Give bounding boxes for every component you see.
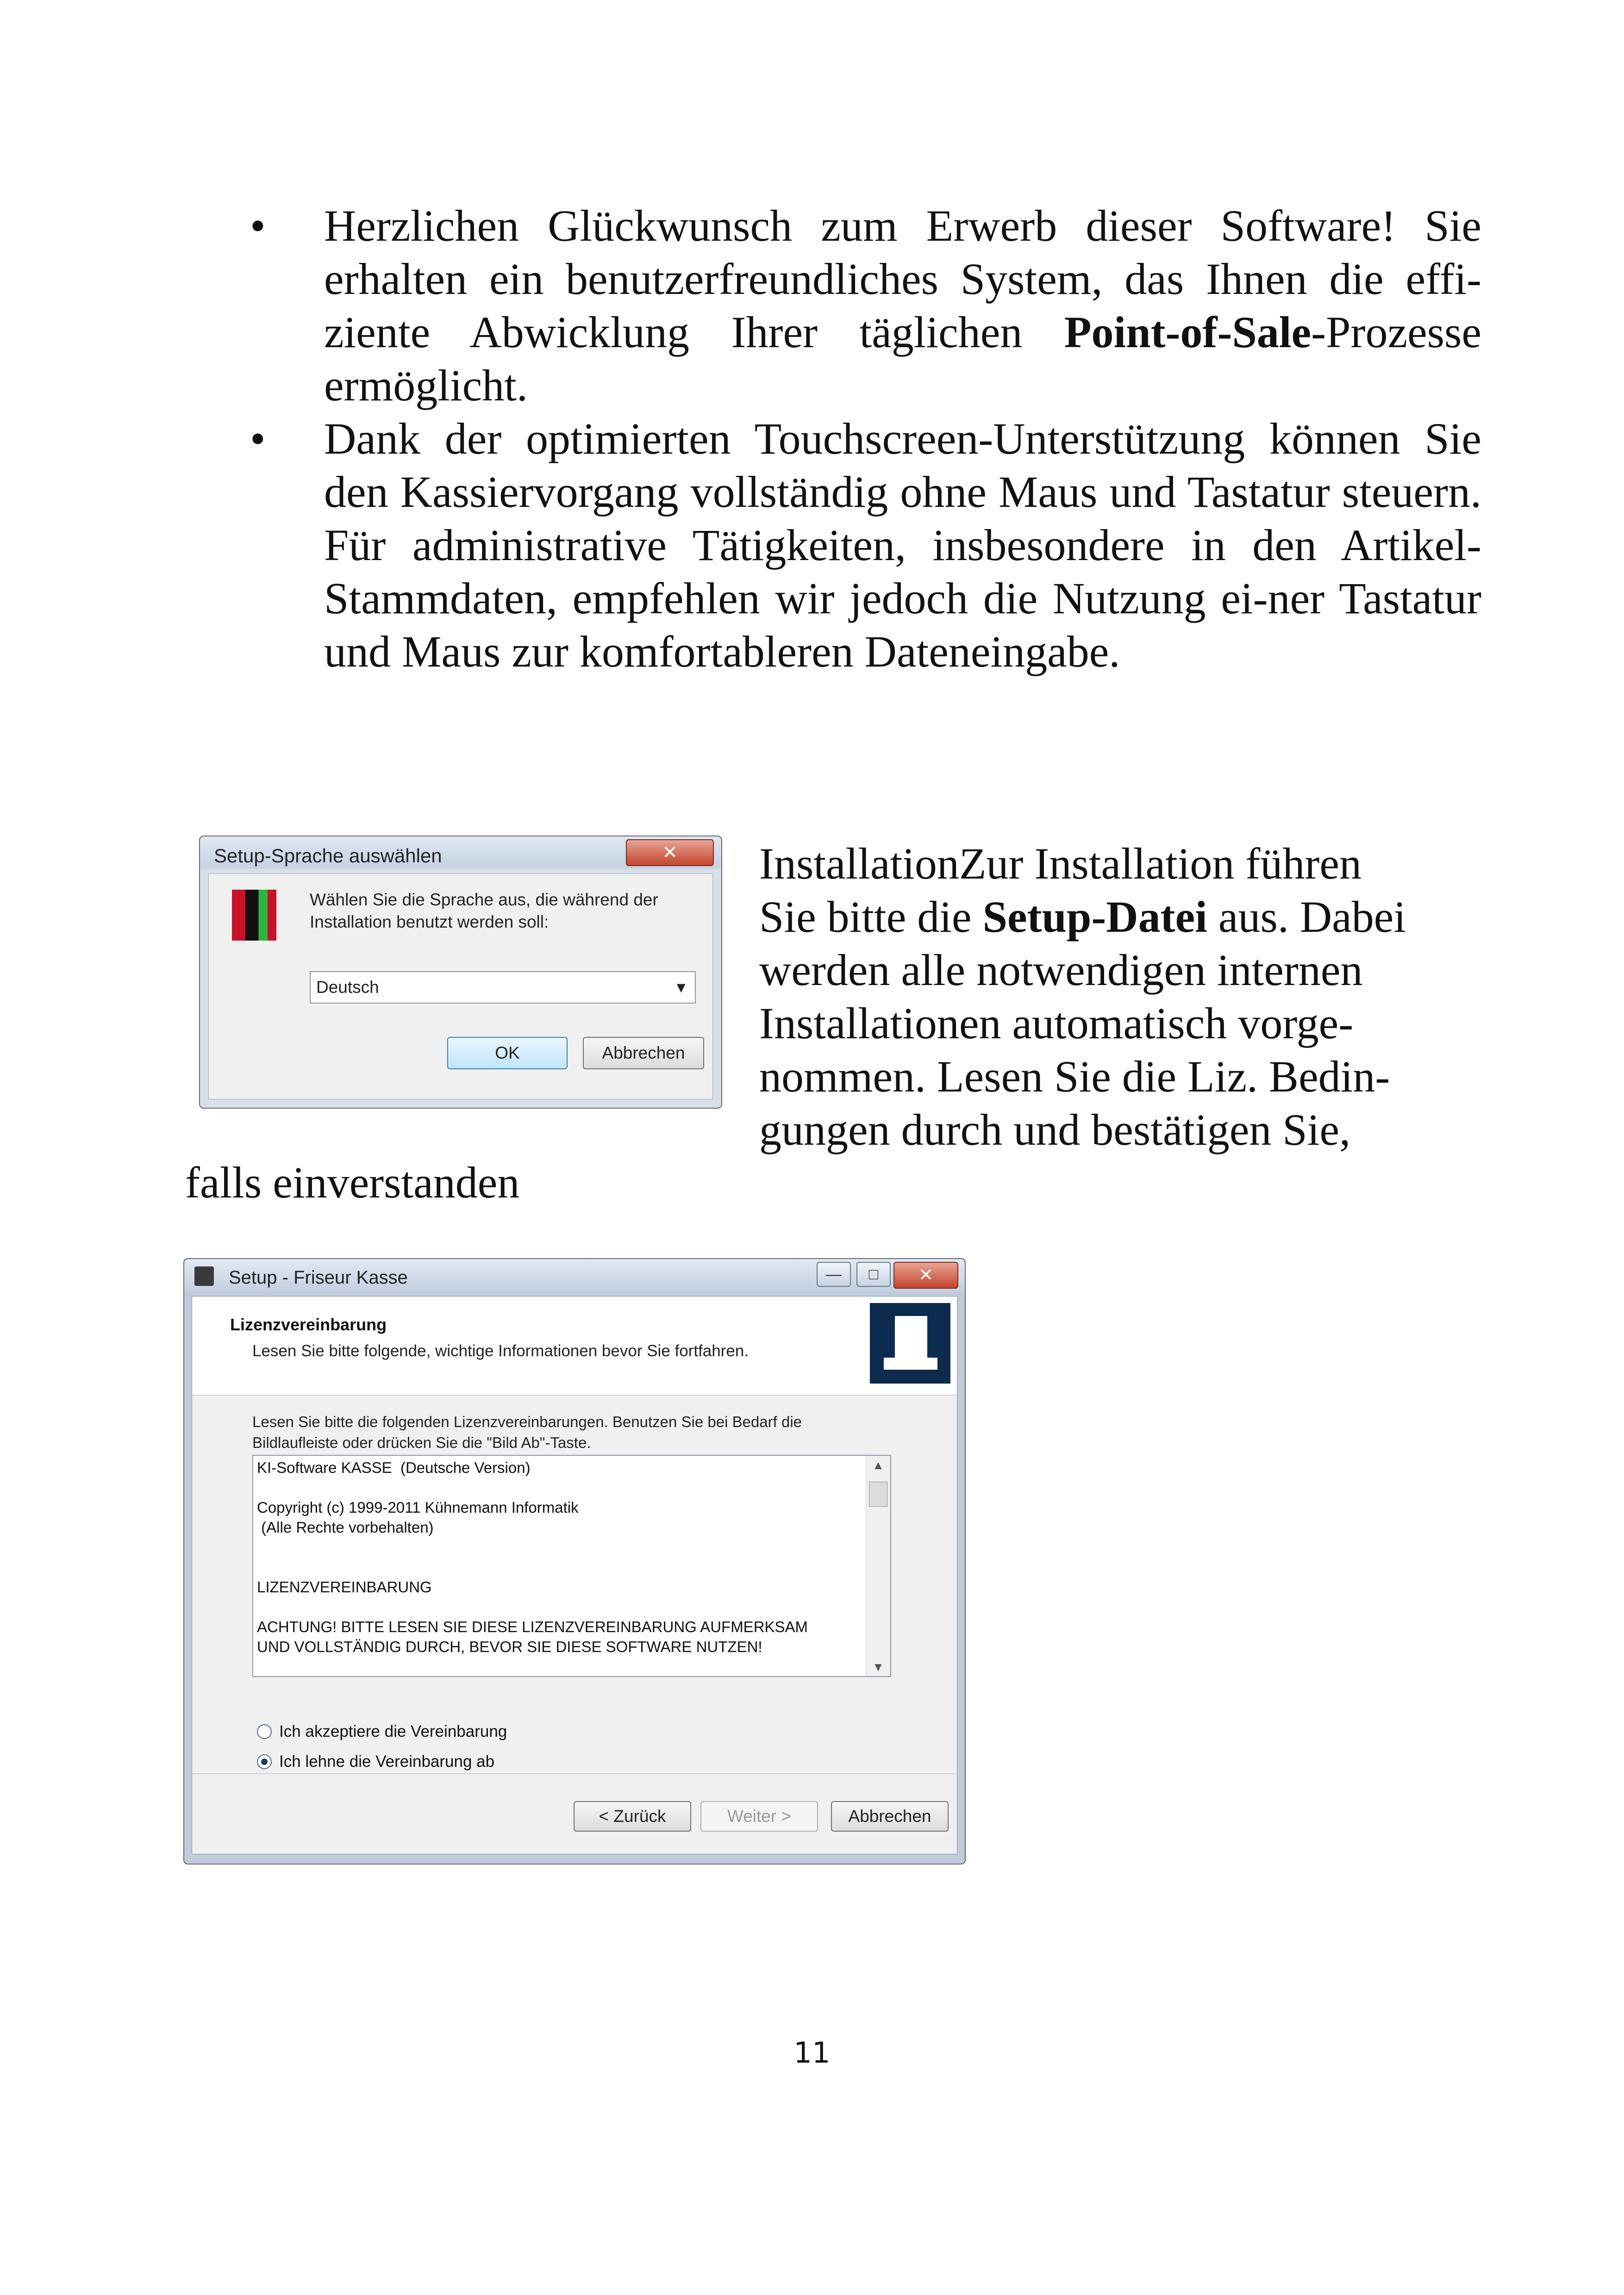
radio-decline[interactable] [257, 1754, 272, 1769]
bullet-text-1-bold: Point-of-Sale [1064, 307, 1312, 357]
chevron-down-icon: ▼ [674, 979, 688, 996]
cancel-button[interactable]: Abbrechen [831, 1801, 949, 1832]
installation-paragraph [759, 837, 1500, 1156]
installation-line-4: Installationen automatisch vorge- [759, 998, 1354, 1048]
installation-line-1: InstallationZur Installation führen [759, 839, 1362, 888]
setup-dialog-title: Setup - Friseur Kasse [229, 1267, 408, 1288]
language-prompt-line2: Installation benutzt werden soll: [310, 912, 549, 931]
maximize-icon[interactable]: □ [856, 1262, 891, 1287]
wizard-header [192, 1297, 957, 1396]
button-divider [192, 1773, 957, 1774]
app-logo-icon [232, 890, 276, 941]
language-prompt-line1: Wählen Sie die Sprache aus, die während der [310, 890, 658, 909]
installation-line-2b: aus. Dabei [1207, 892, 1406, 942]
radio-decline-label[interactable]: Ich lehne die Vereinbarung ab [279, 1752, 495, 1771]
license-intro-line2: Bildlaufleiste oder drücken Sie die "Bild Ab"-Taste. [252, 1434, 591, 1451]
wizard-header-subtitle: Lesen Sie bitte folgende, wichtige Informationen bevor Sie fortfahren. [252, 1342, 749, 1360]
language-dialog [199, 836, 722, 1109]
language-dialog-body [208, 873, 713, 1099]
radio-accept-label[interactable]: Ich akzeptiere die Vereinbarung [279, 1722, 507, 1740]
intro-bullet-list [250, 199, 1481, 678]
bullet-item-congratulations [250, 199, 1481, 412]
language-dialog-titlebar [200, 836, 721, 869]
installation-line-6: gungen durch und bestätigen Sie, [759, 1105, 1351, 1154]
bullet-text-1a: Herzlichen Glückwunsch zum Erwerb dieser Software! Sie erhalten ein benutzerfreundliches System, das Ihnen die effi-ziente Abwicklung Ihrer täglichen [324, 201, 1481, 357]
bullet-dot: • [250, 201, 266, 250]
scroll-up-icon[interactable]: ▲ [872, 1458, 884, 1472]
setup-file-bold: Setup-Datei [982, 892, 1207, 942]
close-icon[interactable]: ✕ [626, 839, 714, 866]
minimize-icon[interactable]: — [817, 1262, 851, 1287]
setup-dialog-body [192, 1296, 957, 1854]
license-scrollbar[interactable] [866, 1456, 890, 1676]
ok-button[interactable]: OK [447, 1037, 568, 1069]
cancel-button[interactable]: Abbrechen [583, 1037, 704, 1069]
next-button[interactable]: Weiter > [700, 1801, 818, 1832]
bullet-text-2: Dank der optimierten Touchscreen-Unterstützung können Sie den Kassiervorgang vollständig ohne Maus und Tastatur steuern. Für administrative Tätigkeiten, insbesondere in den Artikel-Stammdaten, empfehlen wir jedoch die Nutzung ei-ner Tastatur und Maus zur komfortableren Dateneingabe. [324, 414, 1481, 676]
language-select-value: Deutsch [316, 978, 379, 997]
page-number: 11 [793, 2036, 831, 2070]
installation-line-2 [759, 890, 1500, 943]
computer-tower-shape [895, 1316, 927, 1359]
license-intro-line1: Lesen Sie bitte die folgenden Lizenzvereinbarungen. Benutzen Sie bei Bedarf die [252, 1413, 802, 1430]
language-select[interactable] [310, 971, 696, 1004]
close-icon[interactable]: ✕ [893, 1262, 958, 1289]
bullet-item-touchscreen [250, 412, 1481, 678]
computer-icon [870, 1303, 950, 1384]
license-textarea[interactable] [252, 1455, 891, 1677]
license-text: KI-Software KASSE (Deutsche Version) Copyright (c) 1999-2011 Kühnemann Informatik (Alle Rechte vorbehalten) LIZENZVEREINBARUNG ACHTUNG! BITTE LESEN SIE DIESE LIZENZVEREINBARUNG AUFMERKSAM UND VOLLSTÄNDIG DURCH, BEVOR SIE DIESE SOFTWARE NUTZEN! [257, 1459, 808, 1655]
scrollbar-thumb[interactable] [869, 1482, 887, 1507]
bullet-text-1b: -Prozesse ermöglicht. [324, 307, 1481, 410]
installation-line-3: werden alle notwendigen internen [759, 945, 1363, 995]
back-button[interactable]: < Zurück [574, 1801, 691, 1832]
radio-accept[interactable] [257, 1724, 272, 1739]
language-prompt [310, 889, 689, 933]
installation-line-2a: Sie bitte die [759, 892, 983, 942]
bullet-dot: • [250, 414, 266, 463]
setup-dialog-titlebar [184, 1259, 965, 1292]
scroll-down-icon[interactable]: ▼ [872, 1660, 884, 1674]
language-dialog-title: Setup-Sprache auswählen [214, 845, 442, 867]
setup-wizard-dialog [183, 1258, 966, 1865]
setup-app-icon [194, 1266, 214, 1286]
keyboard-shape [884, 1358, 937, 1370]
license-intro [252, 1411, 891, 1453]
wizard-header-title: Lizenzvereinbarung [230, 1315, 387, 1334]
installation-line-5: nommen. Lesen Sie die Liz. Bedin- [759, 1052, 1390, 1101]
installation-continuation: falls einverstanden [185, 1158, 520, 1207]
